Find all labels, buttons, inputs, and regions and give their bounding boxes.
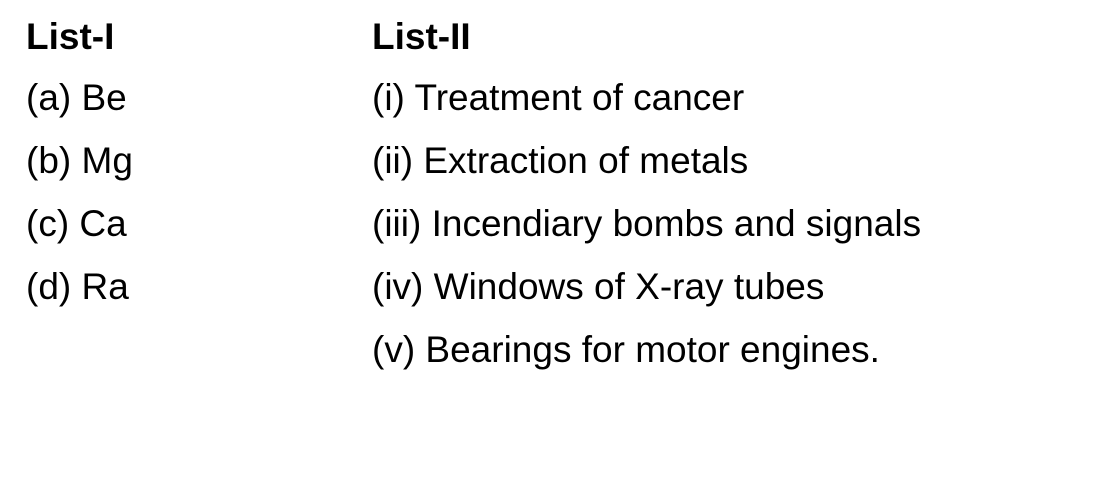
list-ii-item-label: (iv) Windows of X-ray tubes <box>372 266 825 307</box>
list-i-item-label: (d) Ra <box>26 266 129 307</box>
list-ii-header-label: List-II <box>372 16 471 57</box>
list-ii-item <box>372 79 921 142</box>
matching-list-table <box>26 18 921 394</box>
table-row <box>26 268 921 331</box>
list-i-item-empty <box>26 331 372 394</box>
column-header-list-ii <box>372 18 921 79</box>
table-row <box>26 205 921 268</box>
list-ii-item-label: (ii) Extraction of metals <box>372 140 749 181</box>
list-ii-item-label: (iii) Incendiary bombs and signals <box>372 203 922 244</box>
list-ii-item-label: (i) Treatment of cancer <box>372 77 745 118</box>
list-i-item <box>26 142 372 205</box>
list-i-item <box>26 79 372 142</box>
table-row <box>26 79 921 142</box>
list-ii-item <box>372 268 921 331</box>
list-i-item-label: (c) Ca <box>26 203 127 244</box>
list-i-header-label: List-I <box>26 16 115 57</box>
list-ii-item-label: (v) Bearings for motor engines. <box>372 329 880 370</box>
column-header-list-i <box>26 18 372 79</box>
list-ii-item <box>372 205 921 268</box>
list-i-item <box>26 205 372 268</box>
table-row <box>26 142 921 205</box>
list-i-item-label: (a) Be <box>26 77 127 118</box>
list-i-item <box>26 268 372 331</box>
list-i-item-label: (b) Mg <box>26 140 133 181</box>
table-header-row <box>26 18 921 79</box>
list-ii-item <box>372 142 921 205</box>
list-ii-item <box>372 331 921 394</box>
table-row <box>26 331 921 394</box>
